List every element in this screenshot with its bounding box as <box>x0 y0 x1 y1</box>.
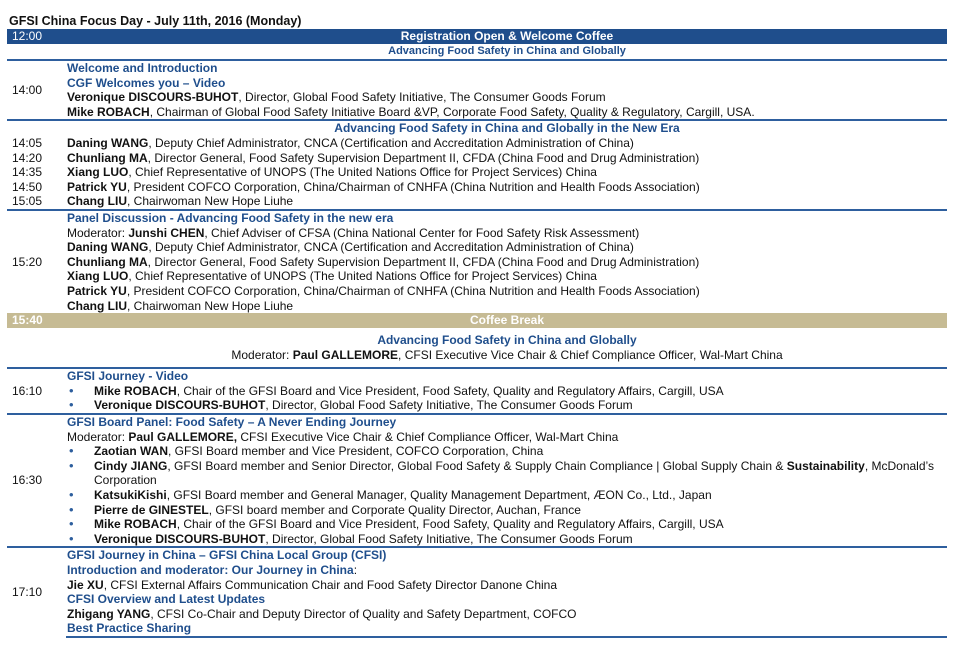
moderator-line <box>67 430 947 445</box>
journey-list <box>67 384 947 413</box>
speaker-line <box>67 299 947 314</box>
speaker-role: , Chair of the GFSI Board and Vice President, Food Safety, Quality and Regulatory Affairs, Cargill, USA <box>176 517 724 532</box>
speaker-name: Mike ROBACH <box>67 104 150 119</box>
list-item <box>67 503 947 518</box>
session2-heading-row <box>7 328 947 368</box>
moderator-role: CFSI Executive Vice Chair & Chief Compliance Officer, Wal-Mart China <box>237 429 619 444</box>
speaker-role: , President COFCO Corporation, China/Chairman of CNHFA (China Nutrition and Health Foods Association) <box>126 179 700 194</box>
newera-heading: Advancing Food Safety in China and Globally in the New Era <box>66 120 947 136</box>
speaker-name: Veronique DISCOURS-BUHOT <box>67 90 239 105</box>
local-row <box>7 547 947 637</box>
newera-heading-row <box>7 120 947 136</box>
board-heading: GFSI Board Panel: Food Safety – A Never Ending Journey <box>67 415 397 430</box>
speaker-line <box>67 165 947 180</box>
speaker-line <box>67 240 947 255</box>
panel-time: 15:20 <box>7 210 66 313</box>
moderator-prefix: Moderator: <box>67 429 129 444</box>
list-item <box>67 488 947 503</box>
speaker-name: Veronique DISCOURS-BUHOT <box>94 398 266 413</box>
board-row <box>7 414 947 547</box>
speaker-name: Chang LIU <box>67 298 127 313</box>
speaker-affiliation: Sustainability <box>786 458 865 473</box>
local-time: 17:10 <box>7 547 66 637</box>
speaker-name: Daning WANG <box>67 240 149 255</box>
agenda-table <box>7 29 947 638</box>
speaker-line <box>67 284 947 299</box>
speaker-role: , Chairwoman New Hope Liuhe <box>127 194 294 209</box>
speaker-line <box>67 90 947 105</box>
speaker-role: , President COFCO Corporation, China/Chairman of CNHFA (China Nutrition and Health Foods Association) <box>126 283 700 298</box>
speaker-name: Jie XU <box>67 577 104 592</box>
slot-time: 14:20 <box>12 150 43 165</box>
coffee-break-label: Coffee Break <box>66 313 947 328</box>
speaker-role: , McDonald’s Corporation <box>94 458 934 488</box>
list-item <box>67 384 947 399</box>
newera-slots-row <box>7 136 947 210</box>
journey-row <box>7 368 947 414</box>
speaker-role: , Director General, Food Safety Supervision Department II, CFDA (China Food and Drug Administration) <box>147 254 700 269</box>
speaker-name: Veronique DISCOURS-BUHOT <box>94 531 266 546</box>
welcome-row <box>7 60 947 120</box>
speaker-name: Xiang LUO <box>67 269 129 284</box>
speaker-role: , Chairman of Global Food Safety Initiative Board & <box>149 104 422 119</box>
registration-time: 12:00 <box>7 29 66 44</box>
speaker-line <box>67 180 947 195</box>
moderator-role: , Chief Adviser of CFSA (China National Center for Food Safety Risk Assessment) <box>204 225 640 240</box>
slot-time: 14:05 <box>12 135 43 150</box>
subtitle-advancing: Advancing Food Safety in China and Globally <box>388 45 626 57</box>
subtitle-row <box>7 44 947 60</box>
list-item <box>67 517 947 532</box>
best-practice-heading: Best Practice Sharing <box>67 621 192 636</box>
moderator-name: Junshi CHEN <box>128 225 205 240</box>
speaker-role: VP, Corporate Food Safety, Quality & Regulatory, Cargill, USA. <box>421 104 755 119</box>
speaker-line <box>67 105 947 120</box>
board-list <box>67 444 947 546</box>
speaker-name: Chunliang MA <box>67 254 148 269</box>
speaker-name: Chang LIU <box>67 194 127 209</box>
speaker-name: Xiang LUO <box>67 165 129 180</box>
registration-row <box>7 29 947 44</box>
moderator-line <box>67 348 947 363</box>
moderator-name: Paul GALLEMORE <box>292 347 399 362</box>
board-time: 16:30 <box>7 414 66 547</box>
speaker-role: , Director, Global Food Safety Initiative, The Consumer Goods Forum <box>265 531 633 546</box>
coffee-break-time: 15:40 <box>7 313 66 328</box>
list-item <box>67 532 947 547</box>
speaker-line <box>67 255 947 270</box>
speaker-role: , Chairwoman New Hope Liuhe <box>127 298 294 313</box>
video-heading: CGF Welcomes you – Video <box>67 75 226 90</box>
moderator-prefix: Moderator: <box>67 225 129 240</box>
speaker-name: Patrick YU <box>67 179 127 194</box>
session2-heading: Advancing Food Safety in China and Globally <box>377 333 637 348</box>
speaker-name: Cindy JIANG <box>94 458 168 473</box>
speaker-line <box>67 136 947 151</box>
page-title: GFSI China Focus Day - July 11th, 2016 (Monday) <box>9 14 302 28</box>
speaker-name: Pierre de GINESTEL <box>94 502 209 517</box>
speaker-line <box>67 578 947 593</box>
moderator-line <box>67 226 947 241</box>
speaker-line <box>67 607 947 622</box>
intro-colon: : <box>353 563 358 577</box>
list-item <box>67 444 947 459</box>
speaker-name: Zaotian WAN <box>94 444 168 459</box>
speaker-name: Zhigang YANG <box>67 606 151 621</box>
speaker-name: KatsukiKishi <box>94 488 167 503</box>
panel-row <box>7 210 947 313</box>
welcome-time: 14:00 <box>7 60 66 120</box>
local-heading: GFSI Journey in China – GFSI China Local Group (CFSI) <box>67 548 387 563</box>
speaker-name: Daning WANG <box>67 135 149 150</box>
moderator-prefix: Moderator: <box>231 347 293 362</box>
list-item <box>67 398 947 413</box>
speaker-role: , GFSI board member and Corporate Quality Director, Auchan, France <box>208 502 581 517</box>
speaker-role: , GFSI Board member and General Manager, Quality Management Department, ÆON Co., Ltd., Japan <box>166 488 712 503</box>
slot-time: 15:05 <box>12 194 43 209</box>
speaker-line <box>67 269 947 284</box>
journey-heading: GFSI Journey - Video <box>67 369 189 384</box>
speaker-role: , GFSI Board member and Senior Director, Global Food Safety & Supply Chain Compliance | Global Supply Chain & <box>167 458 787 473</box>
coffee-break-row <box>7 313 947 328</box>
welcome-heading: Welcome and Introduction <box>67 61 218 75</box>
speaker-role: , Deputy Chief Administrator, CNCA (Certification and Accreditation Administration of China) <box>148 240 634 255</box>
speaker-name: Mike ROBACH <box>94 517 177 532</box>
intro-heading: Introduction and moderator: Our Journey in China <box>67 563 354 577</box>
list-item <box>67 459 947 488</box>
slot-time: 14:35 <box>12 165 43 180</box>
speaker-role: , Chief Representative of UNOPS (The United Nations Office for Project Services) China <box>128 269 597 284</box>
moderator-role: , CFSI Executive Vice Chair & Chief Compliance Officer, Wal-Mart China <box>398 347 783 362</box>
registration-label: Registration Open & Welcome Coffee <box>66 29 947 44</box>
speaker-role: , Director General, Food Safety Supervision Department II, CFDA (China Food and Drug Administration) <box>147 150 700 165</box>
intro-line <box>67 563 947 578</box>
speaker-role: , Director, Global Food Safety Initiative, The Consumer Goods Forum <box>238 90 606 105</box>
speaker-name: Chunliang MA <box>67 150 148 165</box>
speaker-role: , Chief Representative of UNOPS (The United Nations Office for Project Services) China <box>128 165 597 180</box>
speaker-role: , CFSI Co-Chair and Deputy Director of Quality and Safety Department, COFCO <box>150 606 577 621</box>
speaker-role: , CFSI External Affairs Communication Chair and Food Safety Director Danone China <box>103 577 558 592</box>
speaker-role: , Deputy Chief Administrator, CNCA (Certification and Accreditation Administration of China) <box>148 135 634 150</box>
moderator-name: Paul GALLEMORE, <box>128 429 238 444</box>
panel-heading: Panel Discussion - Advancing Food Safety in the new era <box>67 210 394 225</box>
speaker-role: , GFSI Board member and Vice President, COFCO Corporation, China <box>168 444 544 459</box>
speaker-role: , Chair of the GFSI Board and Vice President, Food Safety, Quality and Regulatory Affairs, Cargill, USA <box>176 383 724 398</box>
slot-time: 14:50 <box>12 179 43 194</box>
speaker-role: , Director, Global Food Safety Initiative, The Consumer Goods Forum <box>265 398 633 413</box>
speaker-line <box>67 194 947 209</box>
speaker-line <box>67 151 947 166</box>
overview-heading: CFSI Overview and Latest Updates <box>67 592 266 607</box>
speaker-name: Patrick YU <box>67 283 127 298</box>
speaker-name: Mike ROBACH <box>94 383 177 398</box>
journey-time: 16:10 <box>7 368 66 414</box>
